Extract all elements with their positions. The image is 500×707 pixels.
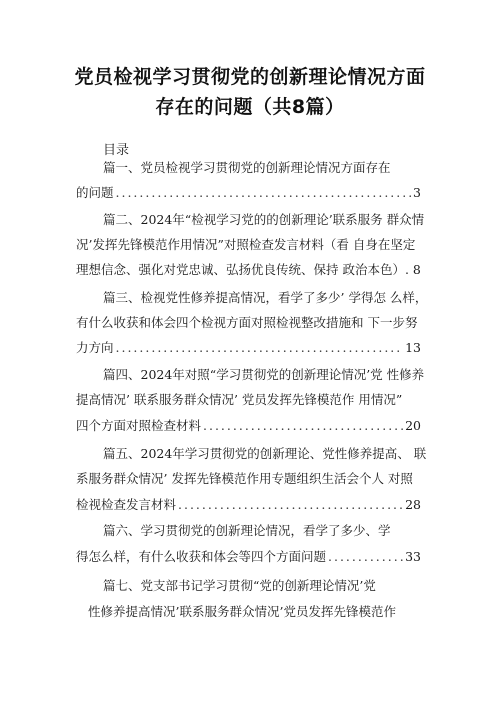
toc-entry-6-page: 33 xyxy=(405,549,421,564)
toc-entry-7-line-2[interactable]: 性修养提高情况’联系服务群众情况’党员发挥先锋模范作 xyxy=(88,604,396,619)
document-title-line-2: 存在的问题（共8篇） xyxy=(155,96,345,118)
toc-entry-4-line-2[interactable]: 提高情况’ 联系服务群众情况’ 党员发挥先锋模范作 用情况” xyxy=(76,392,403,407)
toc-leader-dots xyxy=(116,185,412,201)
toc-entry-3-line-1[interactable]: 篇三、检视党性修养提高情况，看学了多少’ 学得怎 么样， xyxy=(103,290,428,305)
toc-entry-3-page: 13 xyxy=(405,340,421,355)
toc-entry-6-last-line[interactable] xyxy=(76,549,421,565)
toc-entry-5-line-2[interactable]: 系服务群众情况’ 发挥先锋模范作用专题组织生活会个人 对照 xyxy=(76,471,413,486)
toc-entry-1-line-1[interactable]: 篇一、党员检视学习贯彻党的创新理论情况方面存在 xyxy=(103,160,391,175)
toc-leader-dots xyxy=(116,340,404,356)
toc-entry-3-last-line[interactable] xyxy=(76,340,421,356)
toc-entry-2-line-2[interactable]: 况’发挥先锋模范作用情况”对照检查发言材料（看 自身在坚定 xyxy=(76,237,416,252)
toc-leader-dots xyxy=(203,418,403,434)
toc-entry-3-last-text: 力方向 xyxy=(76,340,114,355)
toc-entry-3-line-2[interactable]: 有什么收获和体会四个检视方面对照检视整改措施和 下一步努 xyxy=(76,315,418,330)
toc-entry-1-page: 3 xyxy=(413,185,421,200)
document-title-line-1: 党员检视学习贯彻党的创新理论情况方面 xyxy=(74,66,426,88)
toc-entry-2-line-1[interactable]: 篇二、2024年“检视学习党的的创新理论’联系服务 群众情 xyxy=(103,212,425,227)
toc-entry-6-last-text: 得怎么样，有什么收获和体会等四个方面问题 xyxy=(76,549,327,564)
toc-entry-5-last-line[interactable] xyxy=(76,497,421,513)
toc-entry-4-line-1[interactable]: 篇四、2024年对照“学习贯彻党的创新理论情况’党 性修养 xyxy=(103,367,425,382)
toc-entry-4-page: 20 xyxy=(405,418,421,433)
toc-entry-5-line-1[interactable]: 篇五、2024年学习贯彻党的创新理论、党性修养提高、 联 xyxy=(103,446,427,461)
toc-entry-4-last-line[interactable] xyxy=(76,418,421,434)
toc-entry-4-last-text: 四个方面对照检查材料 xyxy=(76,418,202,433)
toc-entry-2-line-3[interactable]: 理想信念、强化对党忠诚、弘扬优良传统、保持 政治本色）. 8 xyxy=(76,262,421,277)
toc-entry-1-last-text: 的问题 xyxy=(76,185,114,200)
toc-heading: 目录 xyxy=(103,143,130,158)
toc-entry-5-last-text: 检视检查发言材料 xyxy=(76,497,177,512)
toc-entry-5-page: 28 xyxy=(405,497,421,512)
toc-entry-7-line-1[interactable]: 篇七、党支部书记学习贯彻“党的创新理论情况’党 xyxy=(103,578,376,593)
toc-leader-dots xyxy=(178,497,403,513)
toc-leader-dots xyxy=(328,549,403,565)
toc-entry-6-line-1[interactable]: 篇六、学习贯彻党的创新理论情况，看学了多少、学 xyxy=(103,523,391,538)
toc-entry-1-last-line[interactable] xyxy=(76,185,421,201)
